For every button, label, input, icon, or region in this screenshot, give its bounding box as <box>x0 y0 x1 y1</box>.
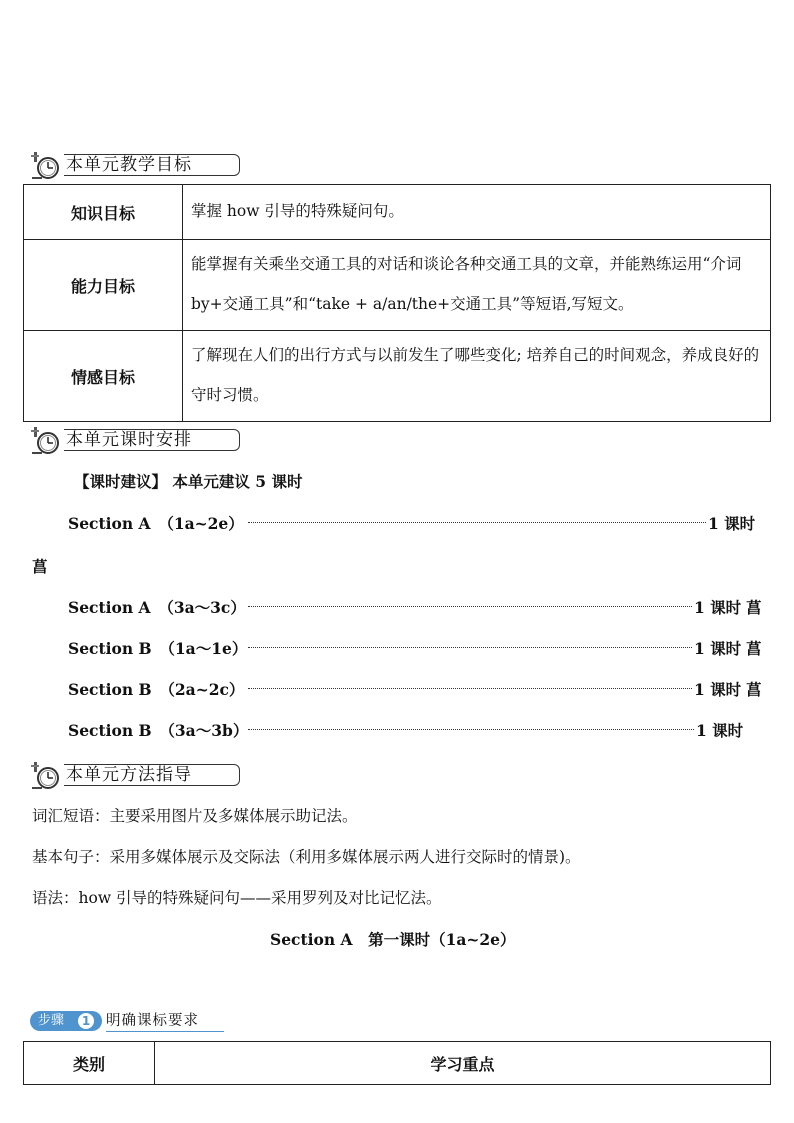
schedule-item-end: 1 课时 <box>708 514 756 533</box>
leader-dots <box>248 688 692 689</box>
schedule-item-end: 1 课时 <box>694 598 742 617</box>
schedule-item <box>68 512 768 534</box>
method-line: 词汇短语：主要采用图片及多媒体展示助记法。 <box>32 807 358 825</box>
schedule-item-label: Section B （2a~2c） <box>68 680 245 699</box>
leader-dots <box>248 606 692 607</box>
step-number: 1 <box>78 1013 94 1029</box>
goal-text: 能掌握有关乘坐交通工具的对话和谈论各种交通工具的文章，并能熟练运用“介词 by+交通工具”和“take + a/an/the+交通工具”等短语,写短文。 <box>183 240 771 331</box>
goal-label: 情感目标 <box>24 331 183 422</box>
section-header-goals <box>30 150 220 180</box>
leader-dots <box>248 522 706 523</box>
lesson-title: Section A 第一课时（1a~2e） <box>270 930 516 949</box>
section-title: 本单元教学目标 <box>64 154 240 176</box>
schedule-item <box>68 719 768 741</box>
trail-char: 菖 <box>746 680 762 699</box>
goal-label: 知识目标 <box>24 185 183 240</box>
schedule-item-end: 1 课时 <box>696 721 744 740</box>
goal-text: 掌握 how 引导的特殊疑问句。 <box>183 185 771 240</box>
schedule-item-end: 1 课时 <box>694 639 742 658</box>
table-row <box>24 185 771 240</box>
schedule-suggestion: 【课时建议】 本单元建议 5 课时 <box>74 472 303 491</box>
section-header-methods <box>30 760 220 790</box>
schedule-item <box>68 678 768 700</box>
table-row <box>24 331 771 422</box>
step-label: 步骤 <box>38 1013 65 1028</box>
trail-char: 菖 <box>746 639 762 658</box>
goals-table <box>23 184 771 422</box>
schedule-item-end: 1 课时 <box>694 680 742 699</box>
table-row <box>24 240 771 331</box>
wrap-char: 菖 <box>32 557 48 576</box>
table-row <box>24 1042 771 1085</box>
step-badge <box>30 1011 224 1031</box>
schedule-item-label: Section A （3a～3c） <box>68 598 246 617</box>
section-header-schedule <box>30 425 220 455</box>
clock-icon <box>30 150 66 180</box>
clock-icon <box>30 760 66 790</box>
leader-dots <box>248 647 692 648</box>
schedule-item-label: Section B （1a～1e） <box>68 639 248 658</box>
table-header-focus: 学习重点 <box>155 1042 771 1085</box>
schedule-item-label: Section A （1a~2e） <box>68 514 244 533</box>
schedule-item-label: Section B （3a～3b） <box>68 721 249 740</box>
goal-text: 了解现在人们的出行方式与以前发生了哪些变化; 培养自己的时间观念，养成良好的守时习惯。 <box>183 331 771 422</box>
section-title: 本单元方法指导 <box>64 764 240 786</box>
method-line: 语法：how 引导的特殊疑问句——采用罗列及对比记忆法。 <box>32 889 442 907</box>
section-title: 本单元课时安排 <box>64 429 240 451</box>
schedule-item <box>68 637 768 659</box>
goal-label: 能力目标 <box>24 240 183 331</box>
focus-table <box>23 1041 771 1085</box>
schedule-item <box>68 596 768 618</box>
step-text: 明确课标要求 <box>106 1011 224 1032</box>
leader-dots <box>248 729 694 730</box>
clock-icon <box>30 425 66 455</box>
trail-char: 菖 <box>746 598 762 617</box>
method-line: 基本句子：采用多媒体展示及交际法（利用多媒体展示两人进行交际时的情景)。 <box>32 848 581 866</box>
table-header-category: 类别 <box>24 1042 155 1085</box>
